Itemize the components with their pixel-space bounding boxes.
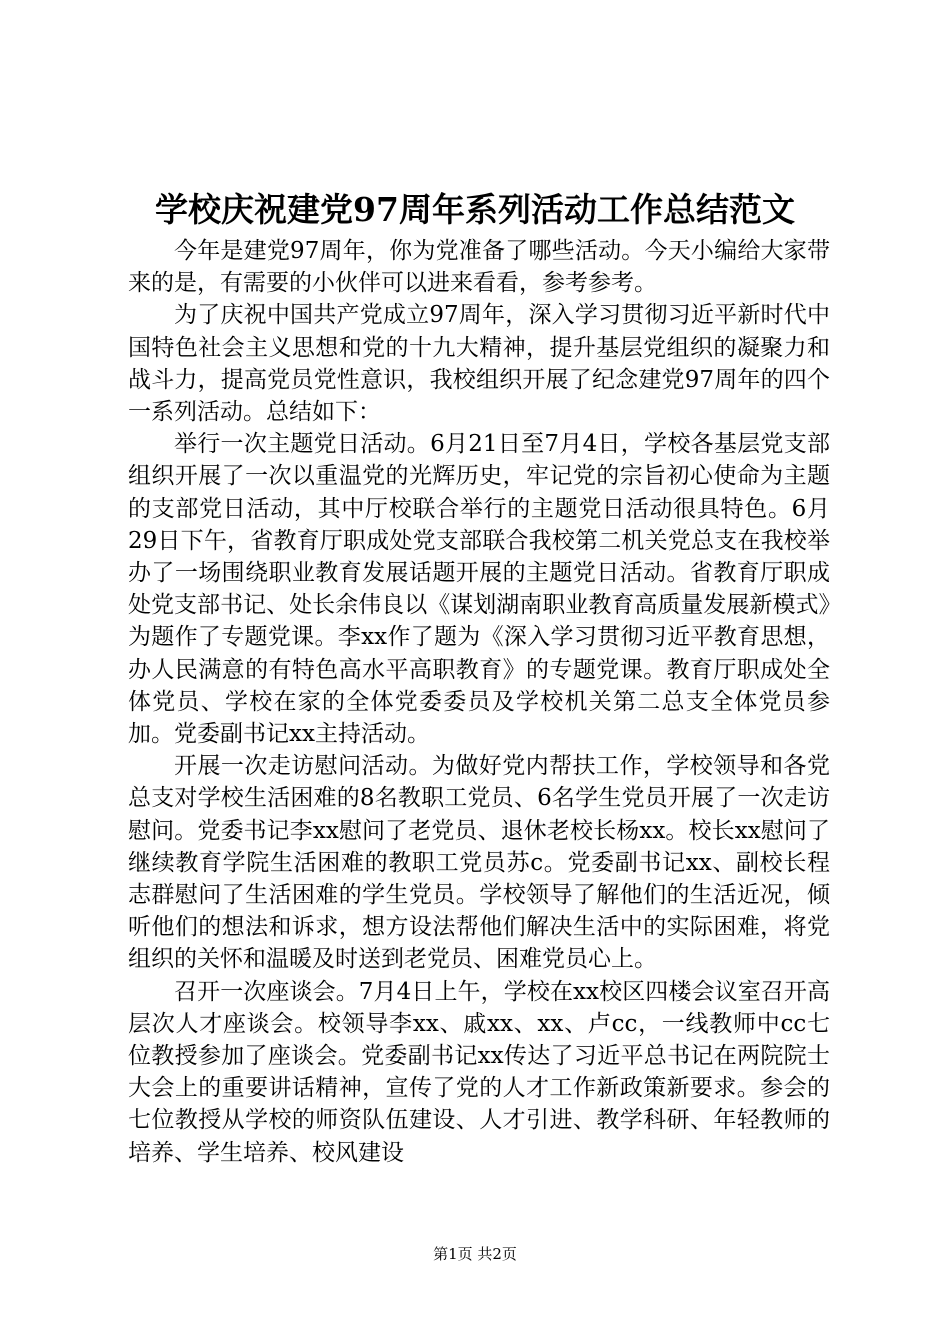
document-body (128, 235, 830, 1169)
paragraph-party-day: 举行一次主题党日活动。6月21日至7月4日，学校各基层党支部组织开展了一次以重温党的光辉历史，牢记党的宗旨初心使命为主题的支部党日活动，其中厅校联合举行的主题党日活动很具特色。6月29日下午，省教育厅职成处党支部联合我校第二机关党总支在我校举办了一场围绕职业教育发展话题开展的主题党日活动。省教育厅职成处党支部书记、处长余伟良以《谋划湖南职业教育高质量发展新模式》为题作了专题党课。李xx作了题为《深入学习贯彻习近平教育思想，办人民满意的有特色高水平高职教育》的专题党课。教育厅职成处全体党员、学校在家的全体党委委员及学校机关第二总支全体党员参加。党委副书记xx主持活动。 (128, 431, 830, 748)
paragraph-symposium: 召开一次座谈会。7月4日上午，学校在xx校区四楼会议室召开高层次人才座谈会。校领导李xx、戚xx、xx、卢cc，一线教师中cc七位教授参加了座谈会。党委副书记xx传达了习近平总书记在两院院士大会上的重要讲话精神，宣传了党的人才工作新政策新要求。参会的七位教授从学校的师资队伍建设、人才引进、教学科研、年轻教师的培养、学生培养、校风建设 (128, 978, 830, 1166)
page-number-footer: 第1页 共2页 (433, 1245, 517, 1263)
paragraph-purpose: 为了庆祝中国共产党成立97周年，深入学习贯彻习近平新时代中国特色社会主义思想和党的十九大精神，提升基层党组织的凝聚力和战斗力，提高党员党性意识，我校组织开展了纪念建党97周年的四个一系列活动。总结如下： (128, 302, 830, 426)
document-title: 学校庆祝建党97周年系列活动工作总结范文 (155, 190, 795, 229)
paragraph-intro: 今年是建党97周年，你为党准备了哪些活动。今天小编给大家带来的是，有需要的小伙伴可以进来看看，参考参考。 (128, 238, 830, 297)
paragraph-visit: 开展一次走访慰问活动。为做好党内帮扶工作，学校领导和各党总支对学校生活困难的8名教职工党员、6名学生党员开展了一次走访慰问。党委书记李xx慰问了老党员、退休老校长杨xx。校长xx慰问了继续教育学院生活困难的教职工党员苏c。党委副书记xx、副校长程志群慰问了生活困难的学生党员。学校领导了解他们的生活近况，倾听他们的想法和诉求，想方设法帮他们解决生活中的实际困难，将党组织的关怀和温暖及时送到老党员、困难党员心上。 (128, 753, 830, 973)
